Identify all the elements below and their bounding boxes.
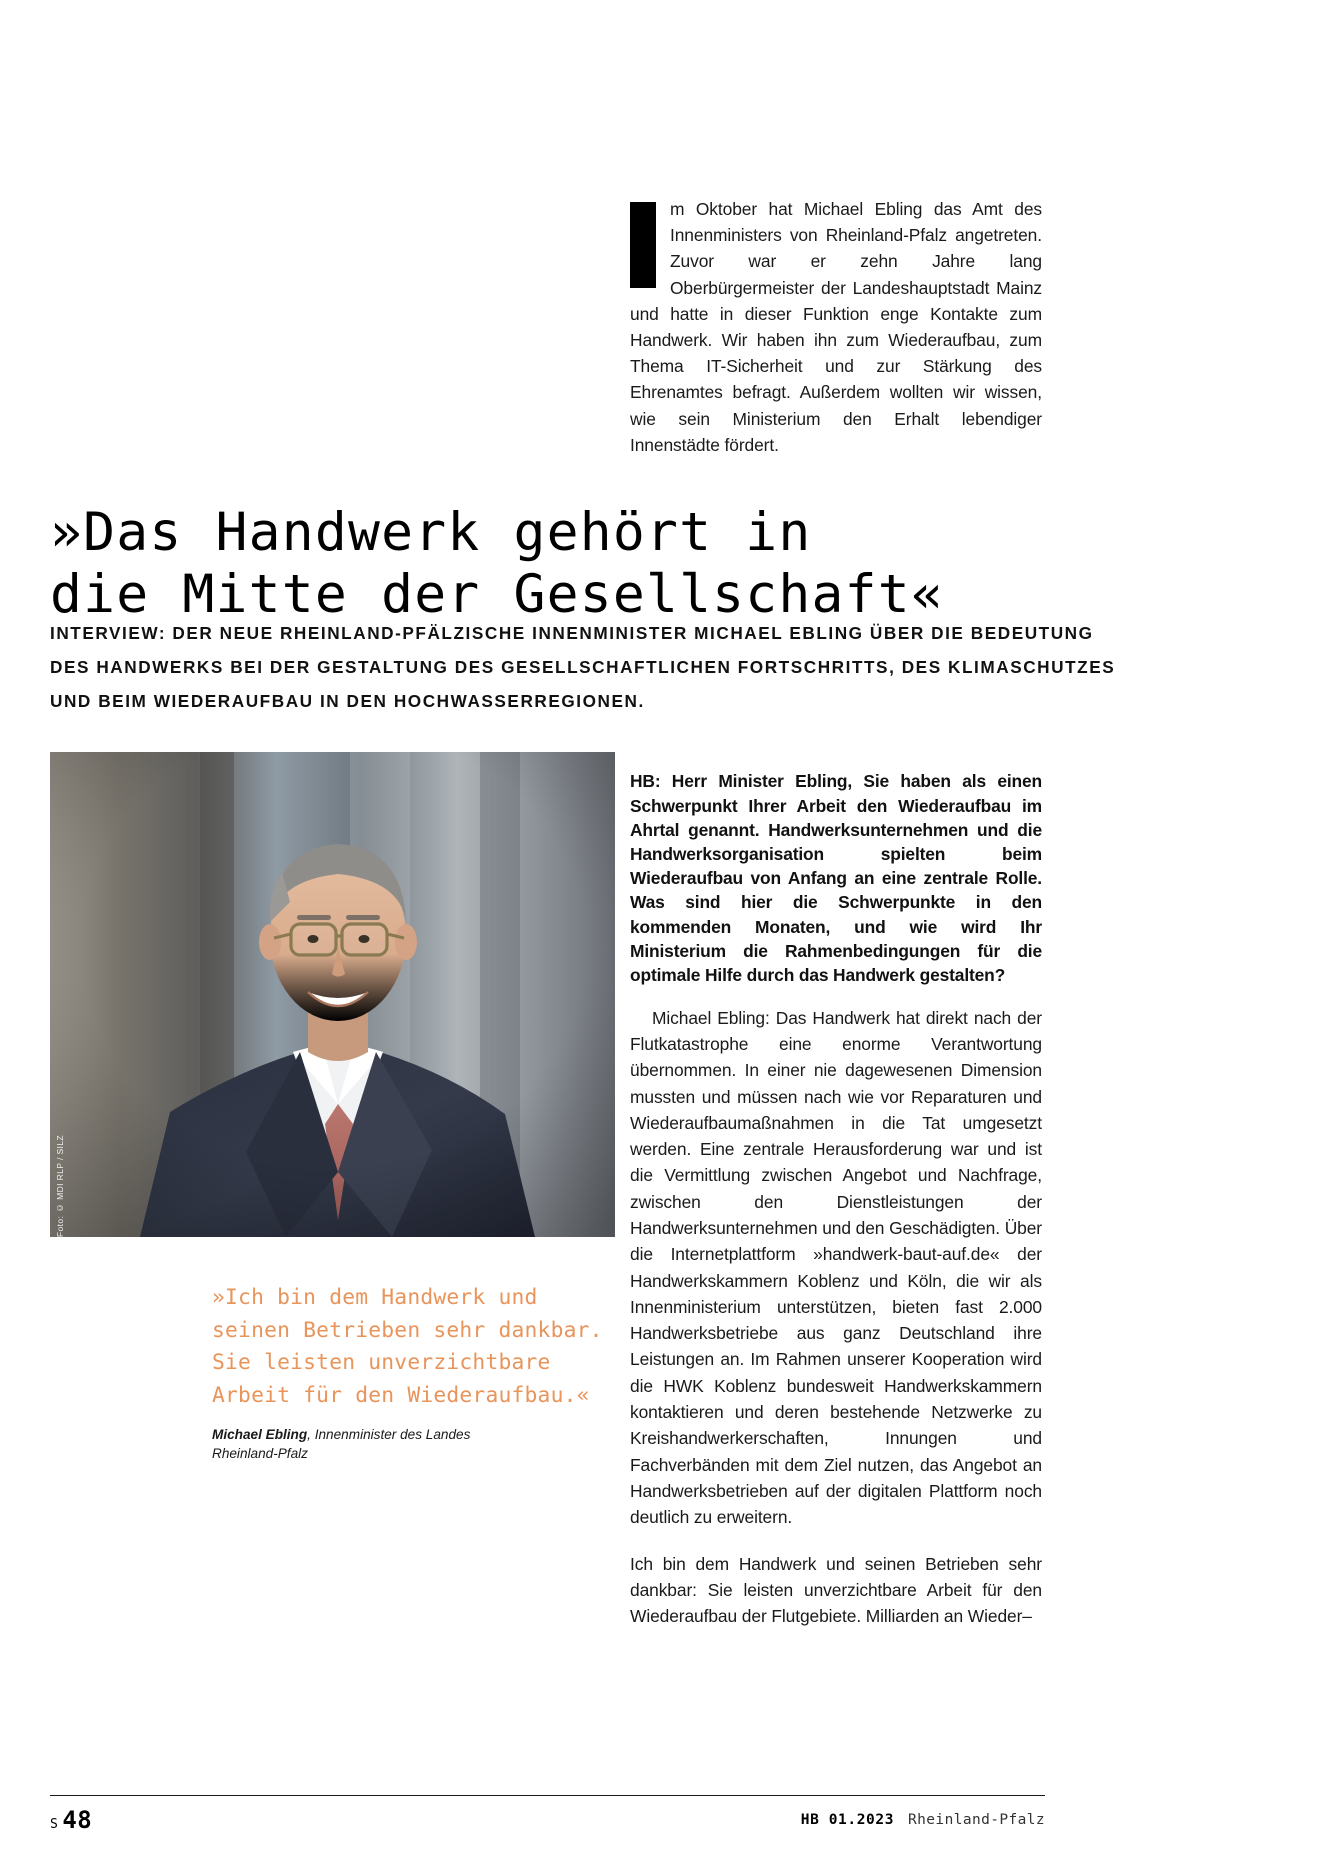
- headline-line-2: die Mitte der Gesellschaft«: [50, 563, 944, 625]
- pull-quote-line-4: Arbeit für den Wiederaufbau.«: [212, 1382, 590, 1408]
- headline-line-1: »Das Handwerk gehört in: [50, 501, 812, 563]
- folio-page-number: 48: [62, 1806, 93, 1834]
- pull-quote-text: [212, 1282, 632, 1412]
- subhead-line-2: DES HANDWERKS BEI DER GESTALTUNG DES GESELLSCHAFTLICHEN FORTSCHRITTS, DES KLIMASCHUTZES: [50, 657, 1116, 677]
- photo-credit-text: Foto: © MDI RLP / SILZ: [55, 1134, 65, 1237]
- attribution-name: Michael Ebling: [212, 1427, 308, 1442]
- interview-column: [630, 752, 1042, 1647]
- page-title: [50, 502, 1050, 626]
- subhead: [50, 616, 1116, 718]
- interview-answer-1: Michael Ebling: Das Handwerk hat direkt nach der Flutkatastrophe eine enorme Verantwortung übernommen. In einer nie dagewesenen Dimension mussten und müssen nach wie vor Reparaturen und Wiederaufbaumaßnahmen in die Tat umgesetzt werden. Eine zentrale Herausforderung war und ist die Vermittlung zwischen Angebot und Nachfrage, zwischen den Dienstleistungen der Handwerksunternehmen und den Geschädigten. Über die Internetplattform »handwerk-baut-auf.de« der Handwerkskammern Koblenz und Köln, die wir als Innenministerium unterstützen, bieten fast 2.000 Handwerksbetriebe aus ganz Deutschland ihre Leistungen an. Im Rahmen unserer Kooperation wird die HWK Koblenz bundesweit Handwerkskammern kontaktieren und deren bestehende Netzwerke zu Kreishandwerkerschaften, Innungen und Fachverbänden mit dem Ziel nutzen, das Angebot an Handwerksbetrieben auf der digitalen Plattform noch deutlich zu erweitern.: [630, 1007, 1042, 1528]
- attribution-role: , Innenminister des Landes: [307, 1427, 471, 1442]
- folio-left: [50, 1806, 92, 1834]
- subhead-line-1: INTERVIEW: DER NEUE RHEINLAND-PFÄLZISCHE INNENMINISTER MICHAEL EBLING ÜBER DIE BEDEUTUNG: [50, 623, 1094, 643]
- portrait-photo: [50, 752, 615, 1237]
- portrait-photo-container: [50, 752, 615, 1237]
- drop-cap-i: [630, 202, 656, 288]
- folio-issue: HB 01.2023: [800, 1812, 895, 1828]
- subhead-line-3: UND BEIM WIEDERAUFBAU IN DEN HOCHWASSERREGIONEN.: [50, 691, 645, 711]
- pull-quote-line-2: seinen Betrieben sehr dankbar.: [212, 1317, 603, 1343]
- pull-quote-line-3: Sie leisten unverzichtbare: [212, 1350, 551, 1375]
- interview-question: HB: Herr Minister Ebling, Sie haben als einen Schwerpunkt Ihrer Arbeit den Wiederaufbau im Ahrtal genannt. Handwerksunternehmen und die Handwerksorganisation spielten beim Wiederaufbau von Anfang an eine zentrale Rolle. Was sind hier die Schwerpunkte in den kommenden Monaten, und wie wird Ihr Ministerium die Rahmenbedingungen für die optimale Hilfe durch das Handwerk gestalten?: [630, 771, 1042, 986]
- interview-answer-2: Ich bin dem Handwerk und seinen Betrieben sehr dankbar: Sie leisten unverzichtbare Arbeit für den Wiederaufbau der Flutgebiete. Milliarden an Wieder–: [630, 1553, 1042, 1627]
- attribution-role-2: Rheinland-Pfalz: [212, 1446, 308, 1461]
- pull-quote: [212, 1282, 632, 1463]
- footer-divider: [50, 1795, 1045, 1796]
- portrait-photo-graphic: [50, 752, 615, 1237]
- intro-text: m Oktober hat Michael Ebling das Amt des Innenministers von Rheinland-Pfalz angetreten. Zuvor war er zehn Jahre lang Oberbürgermeister der Landeshauptstadt Mainz und hatte in dieser Funktion enge Kontakte zum Handwerk. Wir haben ihn zum Wiederaufbau, zum Thema IT-Sicherheit und zur Stärkung des Ehrenamtes befragt. Außerdem wollten wir wissen, wie sein Ministerium den Erhalt lebendiger Innenstädte fördert.: [630, 199, 1042, 455]
- folio-page-prefix: S: [50, 1817, 59, 1832]
- folio-right: [801, 1812, 1045, 1828]
- intro-standfirst: [630, 196, 1042, 458]
- folio-region: Rheinland-Pfalz: [908, 1812, 1045, 1828]
- pull-quote-line-1: »Ich bin dem Handwerk und: [212, 1285, 538, 1310]
- photo-credit: [49, 752, 71, 1237]
- pull-quote-attribution: [212, 1425, 632, 1463]
